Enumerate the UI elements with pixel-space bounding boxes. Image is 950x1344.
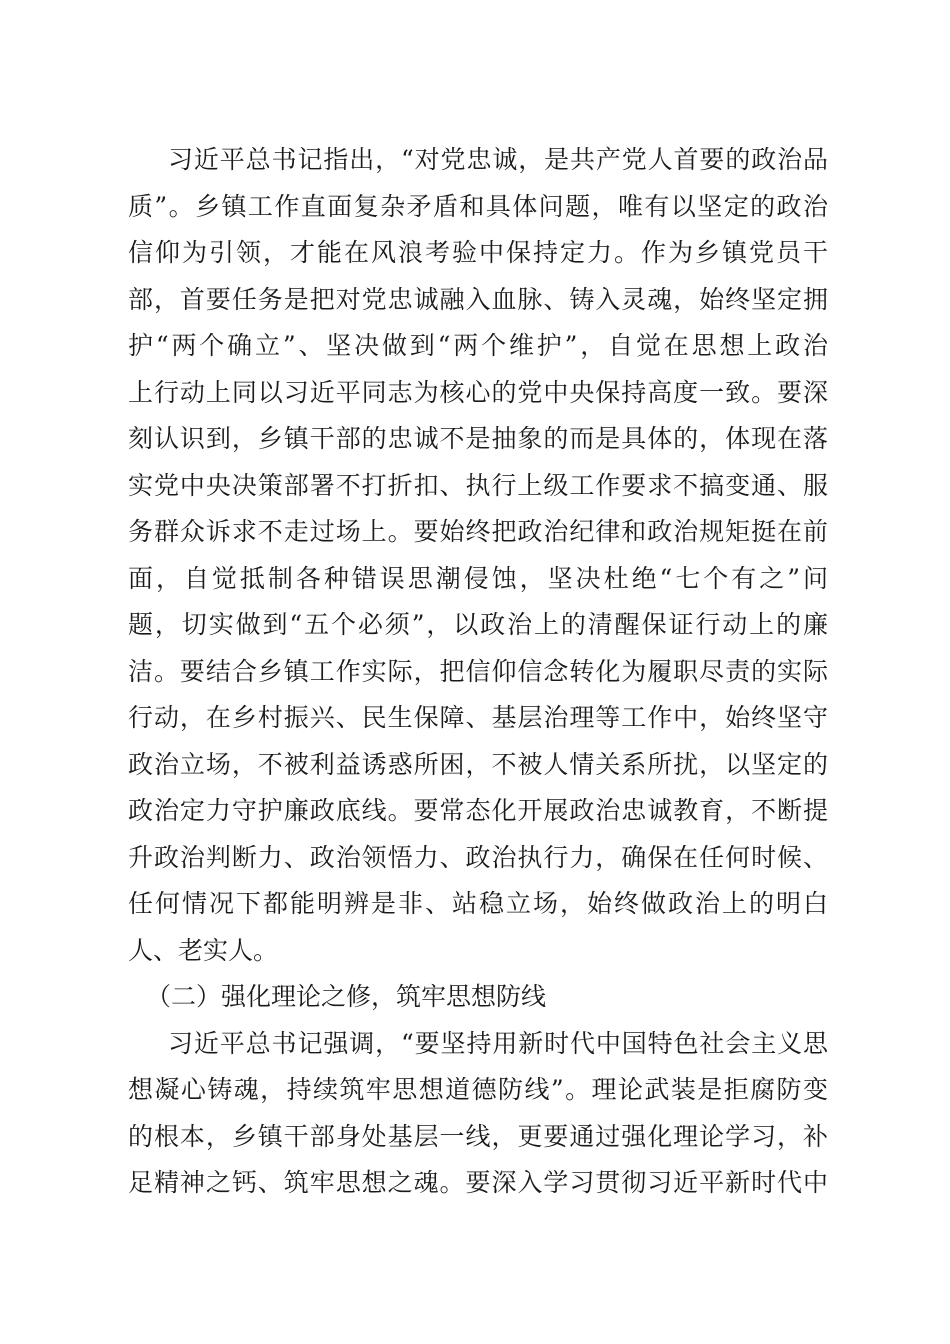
paragraph-line: 政治定力守护廉政底线。要常态化开展政治忠诚教育，不断提: [128, 796, 828, 825]
document-body: [128, 137, 828, 1207]
paragraph-line: 足精神之钙、筑牢思想之魂。要深入学习贯彻习近平新时代中: [128, 1168, 828, 1197]
paragraph-line: 部，首要任务是把对党忠诚融入血脉、铸入灵魂，始终坚定拥: [128, 284, 828, 314]
paragraph-line: 习近平总书记指出，“对党忠诚，是共产党人首要的政治品: [168, 145, 828, 174]
paragraph-line: 护“两个确立”、坚决做到“两个维护”，自觉在思想上政治: [128, 331, 828, 360]
paragraph-line: 刻认识到，乡镇干部的忠诚不是抽象的而是具体的，体现在落: [128, 424, 828, 453]
paragraph-line: 上行动上同以习近平同志为核心的党中央保持高度一致。要深: [128, 377, 828, 407]
paragraph-line: 洁。要结合乡镇工作实际，把信仰信念转化为履职尽责的实际: [128, 656, 828, 686]
paragraph-line: 升政治判断力、政治领悟力、政治执行力，确保在任何时候、: [128, 842, 828, 872]
paragraph-line: 行动，在乡村振兴、民生保障、基层治理等工作中，始终坚守: [128, 703, 828, 732]
paragraph-line: 信仰为引领，才能在风浪考验中保持定力。作为乡镇党员干: [128, 238, 828, 267]
paragraph-line: 面，自觉抵制各种错误思潮侵蚀，坚决杜绝“七个有之”问: [128, 563, 828, 593]
paragraph-line: 题，切实做到“五个必须”，以政治上的清醒保证行动上的廉: [128, 610, 828, 639]
paragraph-line: 人、老实人。: [128, 935, 279, 965]
paragraph-line: 实党中央决策部署不打折扣、执行上级工作要求不搞变通、服: [128, 470, 828, 500]
paragraph-line: 习近平总书记强调，“要坚持用新时代中国特色社会主义思: [168, 1028, 828, 1058]
paragraph-line: 想凝心铸魂，持续筑牢思想道德防线”。理论武装是拒腐防变: [128, 1075, 828, 1104]
paragraph-line: 的根本，乡镇干部身处基层一线，更要通过强化理论学习，补: [128, 1121, 828, 1151]
paragraph-line: 务群众诉求不走过场上。要始终把政治纪律和政治规矩挺在前: [128, 517, 828, 546]
section-heading: （二）强化理论之修，筑牢思想防线: [146, 982, 547, 1011]
paragraph-line: 政治立场，不被利益诱惑所困，不被人情关系所扰，以坚定的: [128, 749, 828, 779]
paragraph-line: 质”。乡镇工作直面复杂矛盾和具体问题，唯有以坚定的政治: [128, 191, 828, 221]
paragraph-line: 任何情况下都能明辨是非、站稳立场，始终做政治上的明白: [128, 889, 828, 918]
